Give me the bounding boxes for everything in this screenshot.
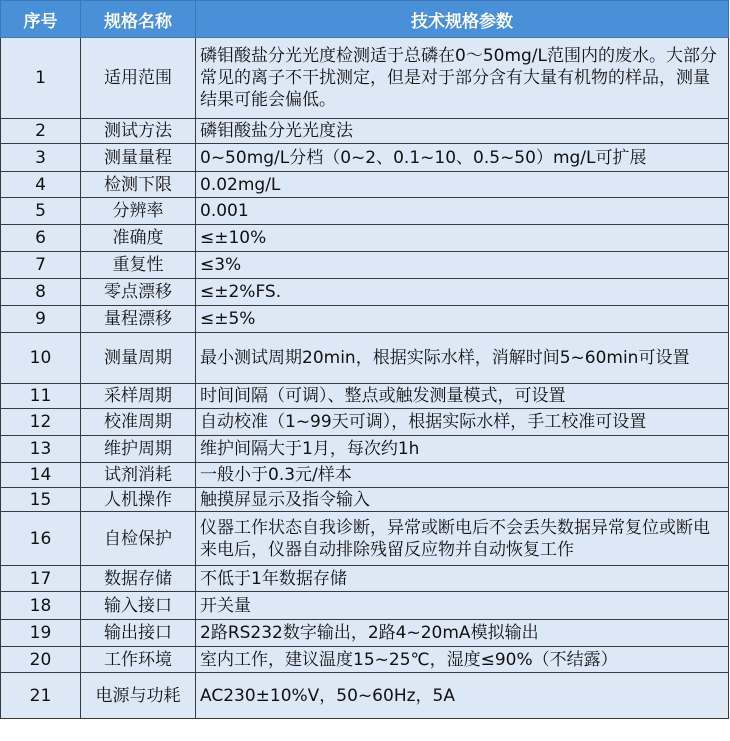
spec-name: 数据存储 [81,566,196,592]
spec-name: 输出接口 [81,620,196,647]
spec-value: 0.02mg/L [196,172,729,198]
spec-name: 测试方法 [81,119,196,144]
row-index: 19 [1,620,81,647]
table-row [1,512,729,566]
table-row [1,333,729,384]
spec-value: 0.001 [196,198,729,225]
header-spec-name: 规格名称 [81,1,196,38]
table-row [1,409,729,436]
table-row [1,592,729,620]
spec-value: ≤±2%FS. [196,279,729,306]
row-index: 17 [1,566,81,592]
table-row [1,144,729,172]
table-row [1,566,729,592]
table-body [1,38,729,719]
table-row [1,306,729,333]
row-index: 2 [1,119,81,144]
spec-name: 自检保护 [81,512,196,566]
spec-name: 重复性 [81,252,196,279]
spec-name: 校准周期 [81,409,196,436]
table-row [1,172,729,198]
spec-value: 维护间隔大于1月，每次约1h [196,436,729,463]
table-row [1,38,729,119]
spec-value: 0~50mg/L分档（0~2、0.1~10、0.5~50）mg/L可扩展 [196,144,729,172]
row-index: 10 [1,333,81,384]
spec-name: 检测下限 [81,172,196,198]
header-index: 序号 [1,1,81,38]
spec-name: 输入接口 [81,592,196,620]
spec-value: 触摸屏显示及指令输入 [196,488,729,512]
spec-name: 适用范围 [81,38,196,119]
table-row [1,436,729,463]
spec-value: AC230±10%V，50~60Hz，5A [196,673,729,719]
spec-name: 采样周期 [81,384,196,409]
row-index: 21 [1,673,81,719]
spec-value: ≤±5% [196,306,729,333]
spec-value: 自动校准（1~99天可调），根据实际水样，手工校准可设置 [196,409,729,436]
table-row [1,620,729,647]
header-spec-value: 技术规格参数 [196,1,729,38]
spec-name: 人机操作 [81,488,196,512]
row-index: 15 [1,488,81,512]
spec-value: 室内工作，建议温度15~25℃，湿度≤90%（不结露） [196,647,729,673]
row-index: 12 [1,409,81,436]
row-index: 16 [1,512,81,566]
table-row [1,384,729,409]
spec-name: 测量量程 [81,144,196,172]
spec-value: 时间间隔（可调）、整点或触发测量模式，可设置 [196,384,729,409]
spec-value: ≤3% [196,252,729,279]
spec-name: 测量周期 [81,333,196,384]
row-index: 8 [1,279,81,306]
table-row [1,198,729,225]
spec-value: ≤±10% [196,225,729,252]
spec-value: 开关量 [196,592,729,620]
row-index: 4 [1,172,81,198]
table-row [1,463,729,488]
row-index: 14 [1,463,81,488]
spec-value: 磷钼酸盐分光光度法 [196,119,729,144]
spec-value: 磷钼酸盐分光光度检测适于总磷在0～50mg/L范围内的废水。大部分常见的离子不干扰测定，但是对于部分含有大量有机物的样品，测量结果可能会偏低。 [196,38,729,119]
spec-name: 量程漂移 [81,306,196,333]
row-index: 7 [1,252,81,279]
table-row [1,119,729,144]
spec-name: 零点漂移 [81,279,196,306]
table-row [1,647,729,673]
table-row [1,673,729,719]
spec-name: 准确度 [81,225,196,252]
row-index: 1 [1,38,81,119]
row-index: 3 [1,144,81,172]
spec-name: 试剂消耗 [81,463,196,488]
spec-value: 2路RS232数字输出，2路4~20mA模拟输出 [196,620,729,647]
table-row [1,252,729,279]
spec-name: 分辨率 [81,198,196,225]
row-index: 11 [1,384,81,409]
spec-name: 维护周期 [81,436,196,463]
row-index: 13 [1,436,81,463]
row-index: 20 [1,647,81,673]
table-row [1,279,729,306]
spec-value: 最小测试周期20min，根据实际水样，消解时间5~60min可设置 [196,333,729,384]
row-index: 6 [1,225,81,252]
row-index: 18 [1,592,81,620]
spec-name: 电源与功耗 [81,673,196,719]
row-index: 9 [1,306,81,333]
spec-value: 不低于1年数据存储 [196,566,729,592]
spec-name: 工作环境 [81,647,196,673]
row-index: 5 [1,198,81,225]
table-row [1,488,729,512]
spec-value: 一般小于0.3元/样本 [196,463,729,488]
header-row [1,1,729,38]
table-row [1,225,729,252]
spec-value: 仪器工作状态自我诊断，异常或断电后不会丢失数据异常复位或断电来电后，仪器自动排除残留反应物并自动恢复工作 [196,512,729,566]
